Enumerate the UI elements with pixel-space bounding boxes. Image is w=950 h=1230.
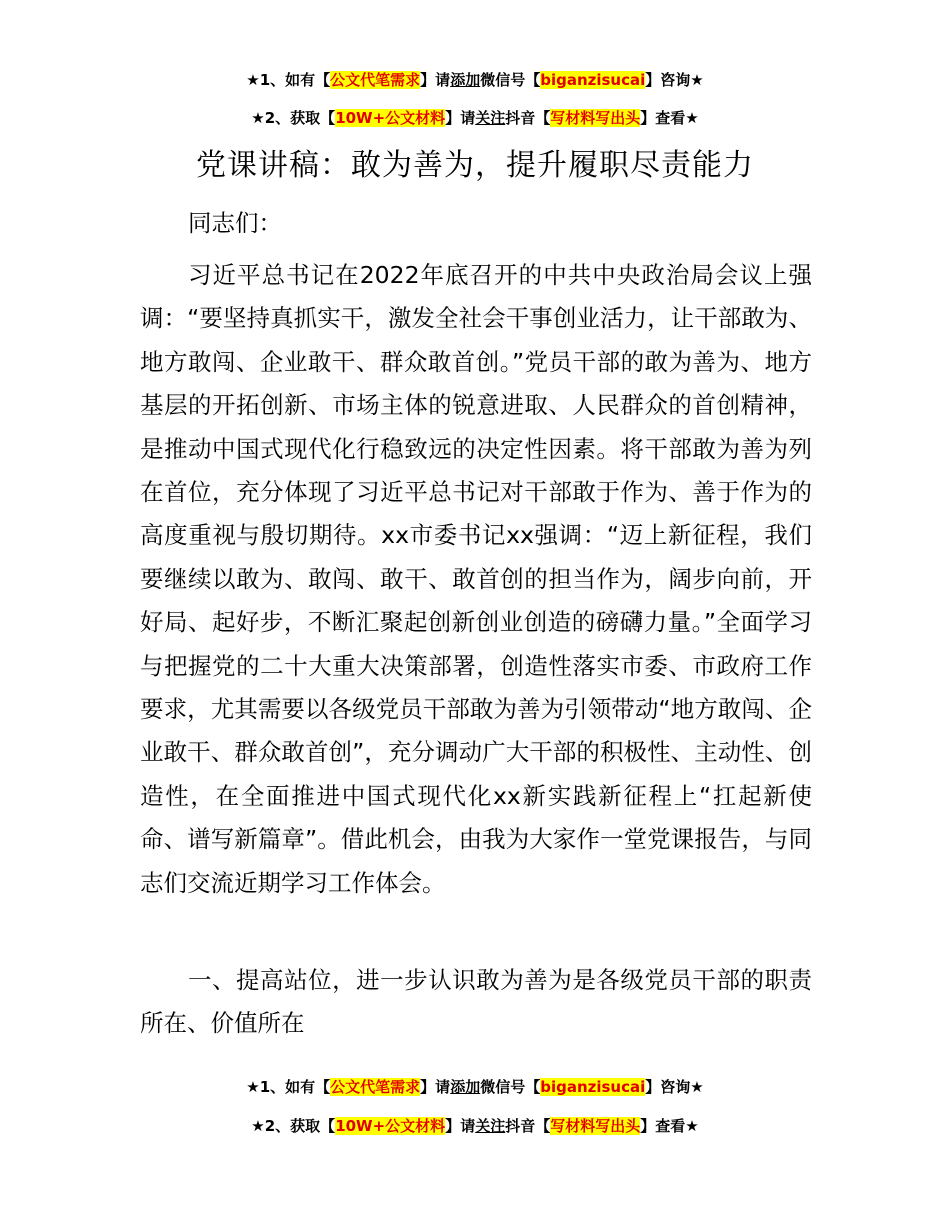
banner-underlined-text: 添加 xyxy=(450,1078,481,1096)
banner-text: 】请 xyxy=(420,1078,451,1096)
ad-banner-line-1 xyxy=(0,68,950,92)
banner-highlight: 公文代笔需求 xyxy=(330,1078,421,1096)
banner-highlight: 10W+公文材料 xyxy=(335,1117,446,1135)
banner-highlight: 10W+公文材料 xyxy=(335,109,446,127)
banner-text: 】咨询★ xyxy=(645,1078,704,1096)
banner-text: 】请 xyxy=(445,1117,476,1135)
banner-text: ★2、获取【 xyxy=(251,1117,336,1135)
banner-text: 】查看★ xyxy=(640,1117,699,1135)
ad-banner-line-2-footer xyxy=(0,1114,950,1138)
banner-wechat-id: biganzisucai xyxy=(540,1078,646,1096)
banner-text: 】请 xyxy=(420,71,451,89)
banner-underlined-text: 添加 xyxy=(450,71,481,89)
banner-douyin-id: 写材料写出头 xyxy=(550,109,641,127)
banner-text: 抖音【 xyxy=(505,1117,551,1135)
banner-text: ★1、如有【 xyxy=(246,71,331,89)
banner-text: 微信号【 xyxy=(480,1078,541,1096)
banner-text: 抖音【 xyxy=(505,109,551,127)
banner-wechat-id: biganzisucai xyxy=(540,71,646,89)
banner-text: 】查看★ xyxy=(640,109,699,127)
banner-underlined-text: 关注 xyxy=(475,1117,506,1135)
banner-text: 微信号【 xyxy=(480,71,541,89)
ad-banner-line-2 xyxy=(0,106,950,130)
banner-highlight: 公文代笔需求 xyxy=(330,71,421,89)
document-title: 党课讲稿：敢为善为，提升履职尽责能力 xyxy=(196,148,754,183)
banner-text: ★1、如有【 xyxy=(246,1078,331,1096)
greeting: 同志们： xyxy=(188,209,282,237)
banner-text: ★2、获取【 xyxy=(251,109,336,127)
banner-text: 】请 xyxy=(445,109,476,127)
ad-banner-line-1-footer xyxy=(0,1075,950,1099)
section-heading-paragraph: 一、提高站位，进一步认识敢为善为是各级党员干部的职责所在、价值所在 xyxy=(140,966,812,1038)
banner-douyin-id: 写材料写出头 xyxy=(550,1117,641,1135)
body-paragraph: 习近平总书记在2022年底召开的中共中央政治局会议上强调：“要坚持真抓实干，激发全社会干事创业活力，让干部敢为、地方敢闯、企业敢干、群众敢首创。”党员干部的敢为善为、地方基层的开拓创新、市场主体的锐意进取、人民群众的首创精神，是推动中国式现代化行稳致远的决定性因素。将干部敢为善为列在首位，充分体现了习近平总书记对干部敢于作为、善于作为的高度重视与殷切期待。xx市委书记xx强调：“迈上新征程，我们要继续以敢为、敢闯、敢干、敢首创的担当作为，阔步向前，开好局、起好步，不断汇聚起创新创业创造的磅礴力量。”全面学习与把握党的二十大重大决策部署，创造性落实市委、市政府工作要求，尤其需要以各级党员干部敢为善为引领带动“地方敢闯、企业敢干、群众敢首创”，充分调动广大干部的积极性、主动性、创造性，在全面推进中国式现代化xx新实践新征程上“扛起新使命、谱写新篇章”。借此机会，由我为大家作一堂党课报告，与同志们交流近期学习工作体会。 xyxy=(140,261,812,897)
banner-underlined-text: 关注 xyxy=(475,109,506,127)
banner-text: 】咨询★ xyxy=(645,71,704,89)
